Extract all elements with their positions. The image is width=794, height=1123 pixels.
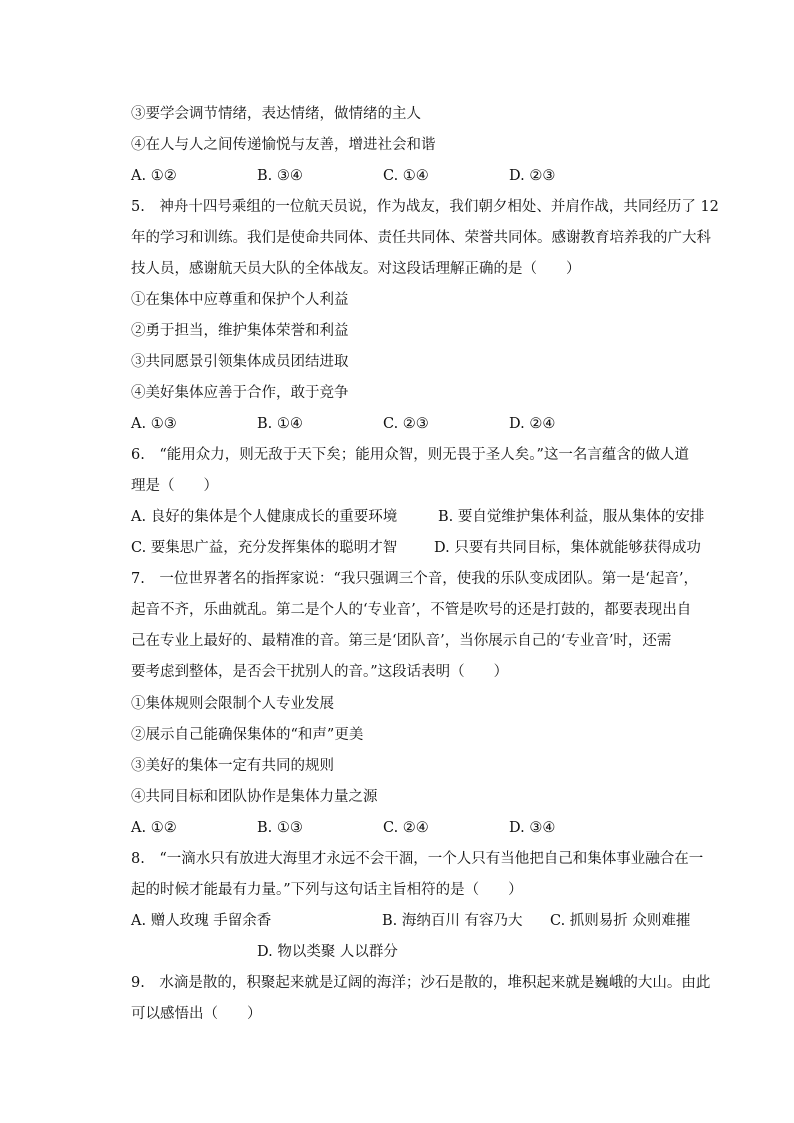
q5-option-a[interactable]: A. ①③: [131, 416, 177, 432]
q7-option-d[interactable]: D. ③④: [509, 820, 556, 836]
q8-stem-line-2: 起的时候才能最有力量。”下列与这句话主旨相符的是（ ）: [131, 882, 523, 898]
q5-statement-4: ④美好集体应善于合作，敢于竞争: [131, 385, 349, 401]
q4-statement-3: ③要学会调节情绪，表达情绪，做情绪的主人: [131, 106, 421, 122]
q7-option-c[interactable]: C. ②④: [383, 820, 429, 836]
q5-option-c[interactable]: C. ②③: [383, 416, 429, 432]
q8-options-row-1: [131, 911, 731, 931]
q5-option-d[interactable]: D. ②④: [509, 416, 556, 432]
q5-options: [131, 414, 731, 434]
q4-option-b[interactable]: B. ③④: [257, 168, 303, 184]
q8-stem-line-1: 8. “一滴水只有放进大海里才永远不会干涸，一个人只有当他把自己和集体事业融合在一: [131, 851, 704, 867]
q8-option-d[interactable]: D. 物以类聚 人以群分: [257, 944, 398, 960]
q5-statement-1: ①在集体中应尊重和保护个人利益: [131, 292, 349, 308]
q7-statement-1: ①集体规则会限制个人专业发展: [131, 696, 334, 712]
q6-options-row-2: [131, 538, 731, 558]
q7-statement-2: ②展示自己能确保集体的“和声”更美: [131, 727, 364, 743]
q8-option-c[interactable]: C. 抓则易折 众则难摧: [550, 913, 691, 929]
q5-option-b[interactable]: B. ①④: [257, 416, 303, 432]
q8-option-b[interactable]: B. 海纳百川 有容乃大: [382, 913, 523, 929]
q6-option-d[interactable]: D. 只要有共同目标，集体就能够获得成功: [434, 540, 701, 556]
q5-stem-line-2: 年的学习和训练。我们是使命共同体、责任共同体、荣誉共同体。感谢教育培养我的广大科: [131, 230, 711, 246]
q5-stem-line-1: 5. 神舟十四号乘组的一位航天员说，作为战友，我们朝夕相处、并肩作战，共同经历了 12: [131, 199, 719, 215]
q6-options-row-1: [131, 507, 731, 527]
q7-stem-line-2: 起音不齐，乐曲就乱。第二是个人的‘专业音’，不管是吹号的还是打鼓的，都要表现出自: [131, 602, 692, 618]
q6-option-c[interactable]: C. 要集思广益，充分发挥集体的聪明才智: [131, 540, 398, 556]
q4-statement-4: ④在人与人之间传递愉悦与友善，增进社会和谐: [131, 137, 436, 153]
q6-option-b[interactable]: B. 要自觉维护集体利益，服从集体的安排: [438, 509, 705, 525]
q7-statement-4: ④共同目标和团队协作是集体力量之源: [131, 789, 378, 805]
q5-statement-3: ③共同愿景引领集体成员团结进取: [131, 354, 349, 370]
q4-option-d[interactable]: D. ②③: [509, 168, 556, 184]
q7-stem-line-3: 己在专业上最好的、最精准的音。第三是‘团队音’，当你展示自己的‘专业音’时，还需: [131, 633, 672, 649]
q6-option-a[interactable]: A. 良好的集体是个人健康成长的重要环境: [131, 509, 398, 525]
q8-option-a[interactable]: A. 赠人玫瑰 手留余香: [131, 913, 272, 929]
q9-stem-line-1: 9. 水滴是散的，积聚起来就是辽阔的海洋；沙石是散的，堆积起来就是巍峨的大山。由此: [131, 975, 711, 991]
q9-stem-line-2: 可以感悟出（ ）: [131, 1006, 262, 1022]
q7-option-b[interactable]: B. ①③: [257, 820, 303, 836]
q4-option-c[interactable]: C. ①④: [383, 168, 429, 184]
q5-stem-line-3: 技人员，感谢航天员大队的全体战友。对这段话理解正确的是（ ）: [131, 261, 581, 277]
q7-stem-line-4: 要考虑到整体，是否会干扰别人的音。”这段话表明（ ）: [131, 664, 509, 680]
q5-statement-2: ②勇于担当，维护集体荣誉和利益: [131, 323, 349, 339]
q7-stem-line-1: 7. 一位世界著名的指挥家说：“我只强调三个音，使我的乐队变成团队。第一是‘起音’，: [131, 571, 698, 587]
q7-options: [131, 818, 731, 838]
q4-options: [131, 166, 731, 186]
q8-options-row-2: [131, 942, 731, 962]
q6-stem-line-2: 理是（ ）: [131, 478, 218, 494]
q7-option-a[interactable]: A. ①②: [131, 820, 177, 836]
q6-stem-line-1: 6. “能用众力，则无敌于天下矣；能用众智，则无畏于圣人矣。”这一名言蕴含的做人道: [131, 447, 689, 463]
q4-option-a[interactable]: A. ①②: [131, 168, 177, 184]
q7-statement-3: ③美好的集体一定有共同的规则: [131, 758, 334, 774]
